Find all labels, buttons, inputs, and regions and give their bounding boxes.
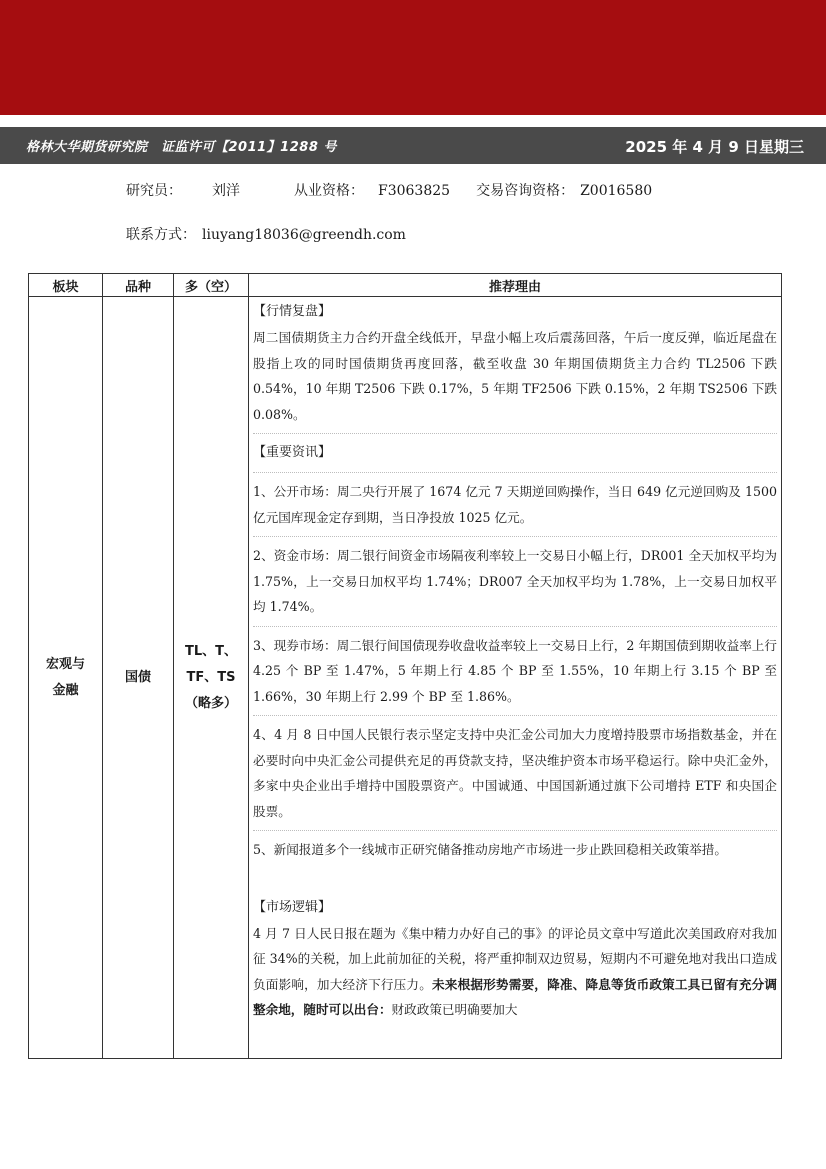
reason-cell [249,297,782,1059]
news-item-3: 3、现券市场：周二银行间国债现券收盘收益率较上一交易日上行，2 年期国债到期收益率上行 4.25 个 BP 至 1.47%，5 年期上行 4.85 个 BP 至 1.55%，10 年期上行 3.15 个 BP 至 1.66%，30 年期上行 2.99 个 BP 至 1.86%。 [253,633,777,717]
news-item-5: 5、新闻报道多个一线城市正研究储备推动房地产市场进一步止跌回稳相关政策举措。 [253,842,727,857]
direction-cell [174,297,249,1059]
table-row [29,297,782,1059]
report-date: 2025 年 4 月 9 日星期三 [625,138,804,156]
market-logic-bold: 未来根据形势需要，降准、降息等货币政策工具已留有充分调整余地，随时可以出台： [253,976,777,1017]
market-review-text: 周二国债期货主力合约开盘全线低开，早盘小幅上攻后震荡回落，午后一度反弹，临近尾盘在股指上攻的同时国债期货再度回落，截至收盘 30 年期国债期货主力合约 TL2506 下跌 0.54%，10 年期 T2506 下跌 0.17%，5 年期 TF2506 下跌 0.15%，2 年期 TS2506 下跌 0.08%。 [253,325,777,434]
direction-line-1: TL、T、 [184,643,238,659]
direction-line-2: TF、TS [186,669,236,685]
market-review-title: 【行情复盘】 [253,304,332,319]
qualification-label: 从业资格： [294,183,364,199]
market-logic-part-1: 4 月 7 日人民日报在题为《集中精力办好自己的事》的评论员文章中写道此次美国政府对我加征 34%的关税，加上此前加征的关税，将严重抑制双边贸易，短期内不可避免地对我出口造成负面影响，加大经济下行压力。 [253,925,777,992]
sector-text: 宏观与金融 [45,656,85,698]
market-logic-text [253,921,777,1023]
researcher-label: 研究员： [126,183,182,199]
news-title: 【重要资讯】 [253,440,777,473]
contact-line [126,224,412,244]
variety-cell: 国债 [103,297,174,1059]
advisory-label: 交易咨询资格： [476,183,575,199]
header-variety: 品种 [103,274,174,297]
researcher-name: 刘洋 [212,183,240,199]
contact-label: 联系方式： [126,227,196,243]
header-direction: 多（空） [174,274,249,297]
contact-email[interactable]: liuyang18036@greendh.com [202,227,406,243]
news-item-2: 2、资金市场：周二银行间资金市场隔夜利率较上一交易日小幅上行，DR001 全天加权平均为 1.75%，上一交易日加权平均 1.74%；DR007 全天加权平均为 1.78%，上一交易日加权平均 1.74%。 [253,543,777,627]
advisory-number: Z0016580 [580,183,653,199]
direction-line-3: （略多） [184,695,237,711]
market-logic-part-2: 财政政策已明确要加大 [391,1002,518,1017]
researcher-line [126,180,658,200]
qualification-number: F3063825 [378,183,451,199]
news-item-4: 4、4 月 8 日中国人民银行表示坚定支持中央汇金公司加大力度增持股票市场指数基金，并在必要时向中央汇金公司提供充足的再贷款支持，坚决维护资本市场平稳运行。除中央汇金外，多家中央企业出手增持中国股票资产。中国诚通、中国国新通过旗下公司增持 ETF 和央国企股票。 [253,722,777,831]
market-logic-title: 【市场逻辑】 [253,899,332,915]
top-red-band [0,0,826,115]
recommendation-table [28,273,782,1059]
sector-cell [29,297,103,1059]
header-sector: 板块 [29,274,103,297]
news-item-1: 1、公开市场：周二央行开展了 1674 亿元 7 天期逆回购操作，当日 649 亿元逆回购及 1500 亿元国库现金定存到期，当日净投放 1025 亿元。 [253,479,777,537]
header-bar [0,127,826,164]
header-reason: 推荐理由 [249,274,782,297]
institute-license: 格林大华期货研究院 证监许可【2011】1288 号 [26,140,337,155]
table-header-row [29,274,782,297]
